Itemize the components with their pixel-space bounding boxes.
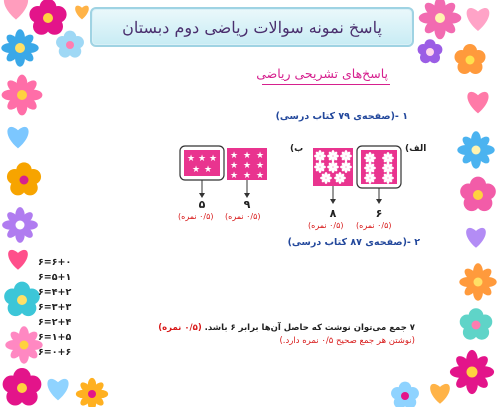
- heart-icon: [47, 379, 68, 400]
- heart-icon: [430, 384, 450, 404]
- subheading-underline: [262, 84, 390, 85]
- flower-icon: [3, 368, 42, 406]
- answer-be-right: ۹: [243, 198, 251, 211]
- star-icon: [230, 151, 264, 181]
- score-alef-left: (۰/۵ نمره): [308, 221, 344, 230]
- equation-line: ۶=۲+۴: [38, 317, 72, 328]
- score-alef-right: (۰/۵ نمره): [356, 221, 392, 230]
- part-be-label: ب): [290, 144, 304, 154]
- heart-icon: [8, 250, 28, 270]
- svg-text:★: ★: [229, 161, 239, 171]
- svg-text:★: ★: [191, 165, 201, 175]
- equation-line: ۶=۱+۵: [38, 332, 72, 343]
- flower-icon: [457, 131, 494, 168]
- part-alef-label: الف): [405, 144, 427, 154]
- flower-icon: [460, 177, 496, 212]
- heart-icon: [4, 0, 28, 20]
- flower-icon: [460, 308, 493, 340]
- answer-be-left: ۵: [198, 198, 206, 211]
- summary-score: (۰/۵ نمره): [158, 323, 202, 333]
- svg-text:★: ★: [242, 171, 252, 181]
- svg-text:★: ★: [229, 171, 239, 181]
- flower-icon: [2, 207, 38, 243]
- flower-icon: [391, 382, 419, 407]
- flower-icon: [29, 0, 66, 35]
- svg-text:★: ★: [255, 151, 265, 161]
- heart-icon: [467, 92, 488, 113]
- svg-text:★: ★: [255, 171, 265, 181]
- answer-summary: [158, 323, 415, 333]
- title-banner: [90, 7, 414, 47]
- answer-alef-left: ۸: [329, 207, 337, 220]
- equation-line: ۶=۴+۲: [38, 287, 72, 298]
- svg-text:★: ★: [242, 161, 252, 171]
- svg-text:★: ★: [197, 154, 207, 164]
- score-be-right: (۰/۵ نمره): [225, 212, 261, 221]
- flower-icon: [419, 0, 462, 39]
- flower-icon: [459, 263, 496, 300]
- equation-line: ۶=۶+۰: [38, 257, 72, 268]
- score-be-left: (۰/۵ نمره): [178, 212, 214, 221]
- answer-alef-right: ۶: [375, 207, 383, 220]
- svg-text:★: ★: [203, 165, 213, 175]
- flower-icon: [2, 75, 43, 116]
- question-2-heading: ۲ -(صفحه‌ی ۸۷ کتاب درسی): [287, 237, 420, 248]
- heart-icon: [467, 8, 490, 31]
- flower-icon: [450, 350, 494, 394]
- scoring-note: (نوشتن هر جمع صحیح ۰/۵ نمره دارد.): [279, 336, 415, 346]
- svg-text:★: ★: [255, 161, 265, 171]
- flower-icon: [56, 31, 84, 58]
- section-subheading: پاسخ‌های تشریحی ریاضی: [256, 66, 388, 81]
- heart-icon: [75, 6, 89, 20]
- equation-line: ۶=۰+۶: [38, 347, 72, 358]
- svg-text:★: ★: [229, 151, 239, 161]
- part-alef-figure: [300, 140, 410, 218]
- page-title: پاسخ نمونه سوالات ریاضی دوم دبستان: [122, 17, 382, 37]
- flower-icon: [455, 44, 486, 74]
- svg-text:★: ★: [208, 154, 218, 164]
- svg-text:★: ★: [186, 154, 196, 164]
- svg-text:★: ★: [242, 151, 252, 161]
- flower-icon: [76, 378, 108, 407]
- equation-line: ۶=۵+۱: [38, 272, 72, 283]
- flower-icon: [7, 162, 41, 195]
- summary-text: ۷ جمع می‌توان نوشت که حاصل آن‌ها برابر ۶ باشد.: [204, 323, 415, 333]
- heart-icon: [7, 127, 28, 148]
- equation-line: ۶=۳+۳: [38, 302, 72, 313]
- flower-icon: [1, 29, 38, 66]
- question-1-heading: ۱ -(صفحه‌ی ۷۹ کتاب درسی): [275, 111, 408, 122]
- flower-icon: [418, 39, 443, 63]
- heart-icon: [466, 228, 486, 248]
- flower-icon: [4, 282, 40, 317]
